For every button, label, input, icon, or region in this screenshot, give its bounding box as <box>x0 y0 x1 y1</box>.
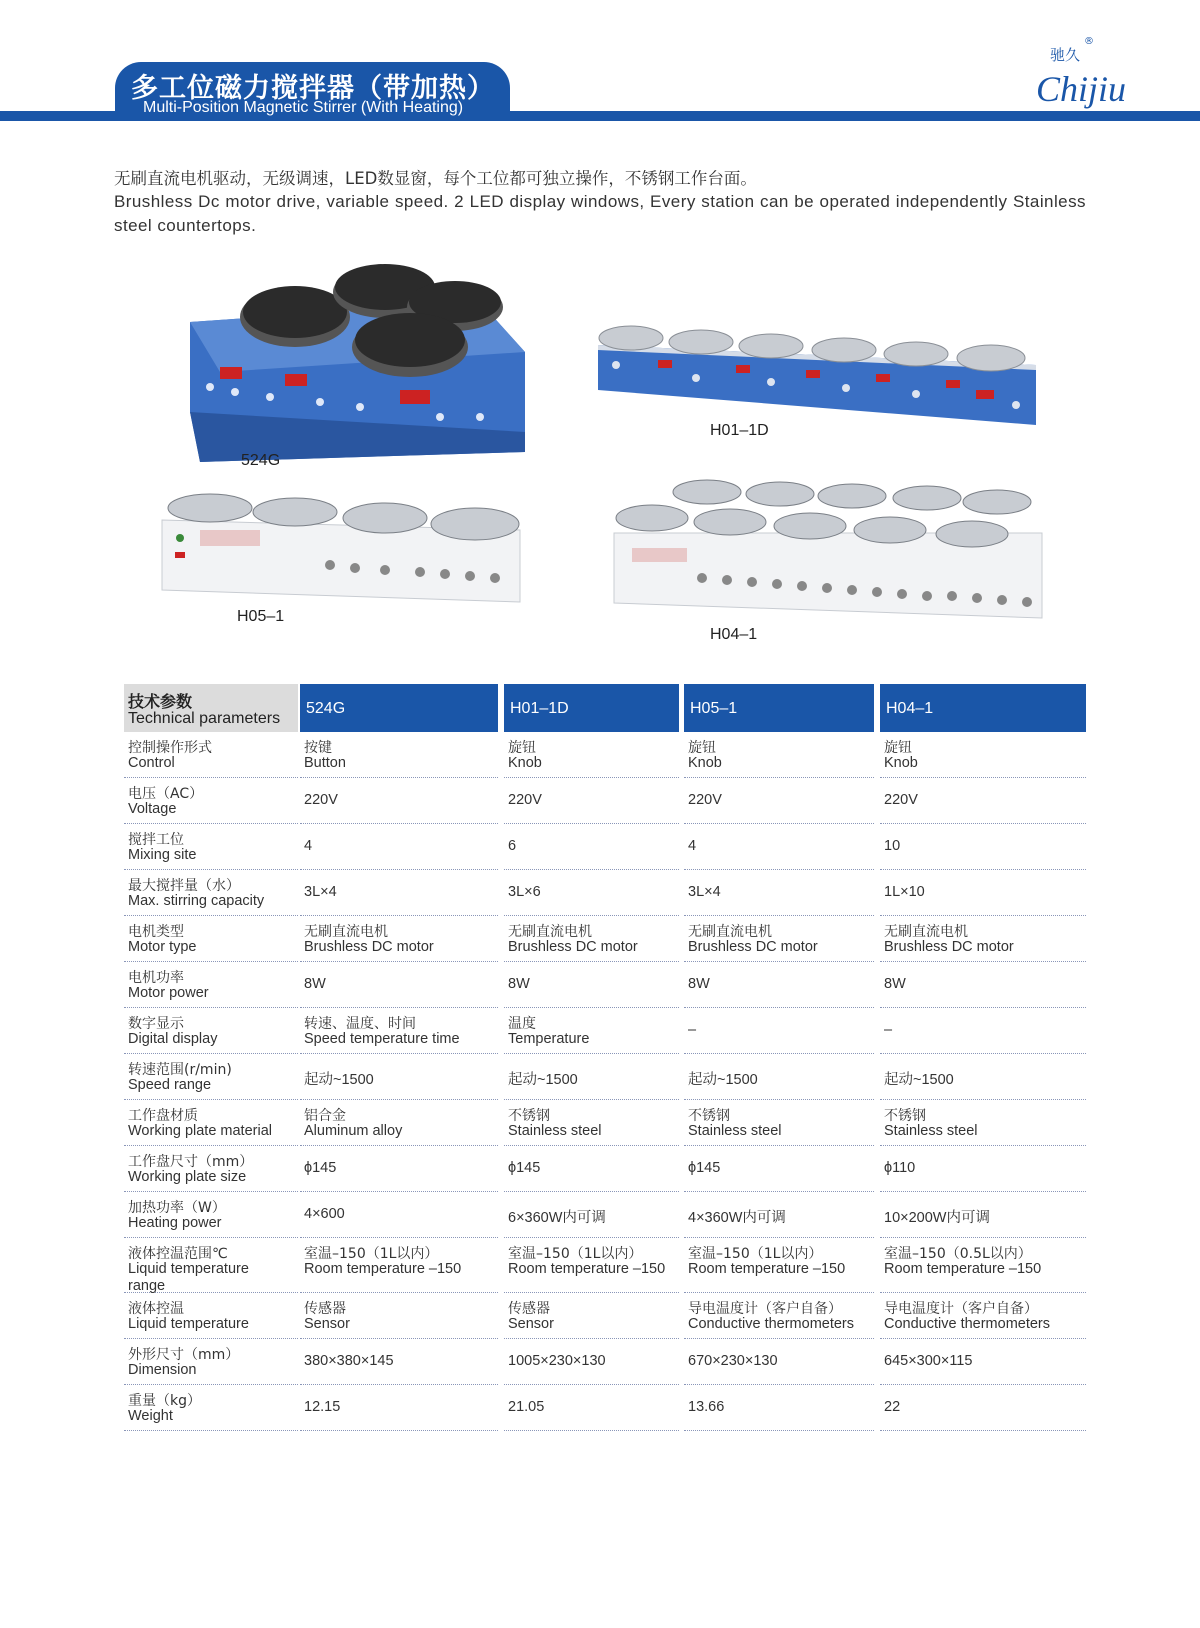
value-cell <box>684 1146 874 1192</box>
value-cell <box>880 1339 1086 1385</box>
param-label-en: Working plate material <box>128 1123 272 1139</box>
intro <box>114 168 1086 238</box>
param-cell <box>124 1192 298 1238</box>
product-label-h04-1: H04–1 <box>710 626 758 643</box>
value: 380×380×145 <box>304 1353 394 1369</box>
value-cn: 按键 <box>304 740 332 756</box>
value-cn: 导电温度计（客户自备） <box>688 1301 842 1317</box>
value: 8W <box>688 976 710 992</box>
param-label-en: Speed range <box>128 1077 212 1093</box>
param-cell <box>124 824 298 870</box>
value: 220V <box>508 792 542 808</box>
value: 起动~1500 <box>884 1072 954 1088</box>
value-cell <box>504 778 679 824</box>
value: 220V <box>688 792 722 808</box>
value-cell <box>880 962 1086 1008</box>
value-cell <box>504 824 679 870</box>
value-cell <box>684 732 874 778</box>
product-524g <box>180 262 530 477</box>
value-en: Conductive thermometers <box>688 1316 855 1332</box>
param-label-en: Motor power <box>128 985 209 1001</box>
value-cell <box>684 1100 874 1146</box>
value-cn: 室温–150（0.5L以内） <box>884 1246 1032 1262</box>
table-row <box>124 962 1086 1008</box>
value-cell <box>880 916 1086 962</box>
param-label-cn: 搅拌工位 <box>128 832 184 848</box>
value-cell <box>684 1385 874 1431</box>
value-cn: 铝合金 <box>304 1108 346 1124</box>
table-header <box>124 684 1086 732</box>
table-row <box>124 916 1086 962</box>
param-label-en: Working plate size <box>128 1169 247 1185</box>
table-row <box>124 778 1086 824</box>
param-label-cn: 液体控温 <box>128 1301 184 1317</box>
param-label-en-cont: range <box>128 1278 166 1294</box>
product-h04-1 <box>612 478 1052 648</box>
param-label-en: Max. stirring capacity <box>128 893 265 909</box>
value-cell <box>300 1293 498 1339</box>
value-cell <box>880 1192 1086 1238</box>
value-en: Temperature <box>508 1031 590 1047</box>
param-label-en: Heating power <box>128 1215 222 1231</box>
product-image-h01-1d <box>596 310 1046 435</box>
value: 13.66 <box>688 1399 725 1415</box>
value-cell <box>504 1054 679 1100</box>
value-cn: 无刷直流电机 <box>688 924 772 940</box>
param-label-cn: 液体控温范围℃ <box>128 1246 228 1262</box>
table-row <box>124 1385 1086 1431</box>
table-body <box>124 732 1086 1431</box>
value: 10×200W内可调 <box>884 1210 990 1226</box>
param-label-cn: 控制操作形式 <box>128 740 212 756</box>
product-image-524g <box>180 262 530 477</box>
header-parameters <box>124 684 298 732</box>
value-cell <box>300 1054 498 1100</box>
param-cell <box>124 778 298 824</box>
value-cell <box>300 1008 498 1054</box>
value: 4 <box>688 838 697 854</box>
value-cn: 无刷直流电机 <box>508 924 592 940</box>
value-en: Room temperature –150 <box>688 1261 846 1277</box>
param-label-cn: 电压（AC） <box>128 786 204 802</box>
param-label-cn: 加热功率（W） <box>128 1200 226 1216</box>
value-en: Stainless steel <box>884 1123 978 1139</box>
table-row <box>124 732 1086 778</box>
value: 1005×230×130 <box>508 1353 606 1369</box>
value-cell <box>684 962 874 1008</box>
value: – <box>884 1022 893 1038</box>
product-h05-1 <box>160 490 530 630</box>
value: 3L×6 <box>508 884 541 900</box>
value: 1L×10 <box>884 884 925 900</box>
value-cn: 不锈钢 <box>884 1108 926 1124</box>
value-en: Brushless DC motor <box>884 939 1014 955</box>
value-en: Room temperature –150 <box>884 1261 1042 1277</box>
value-cell <box>684 1054 874 1100</box>
param-label-cn: 电机类型 <box>128 924 184 940</box>
value-cell <box>504 870 679 916</box>
value-cell <box>880 1146 1086 1192</box>
value-cell <box>504 1293 679 1339</box>
value-cell <box>504 1008 679 1054</box>
table-row <box>124 870 1086 916</box>
param-label-en: Dimension <box>128 1362 197 1378</box>
value: 4×600 <box>304 1206 345 1222</box>
value-cell <box>504 916 679 962</box>
param-label-cn: 电机功率 <box>128 970 184 986</box>
value: ϕ145 <box>688 1160 721 1176</box>
logo-text: Chijiu <box>1036 69 1127 109</box>
registered-mark: ® <box>1084 36 1094 47</box>
value-cell <box>684 778 874 824</box>
value: 6×360W内可调 <box>508 1210 606 1226</box>
header-model-h04-1: H04–1 <box>880 684 1086 732</box>
param-label-cn: 数字显示 <box>128 1016 184 1032</box>
value-cell <box>300 1100 498 1146</box>
value: 起动~1500 <box>508 1072 578 1088</box>
value-cn: 室温–150（1L以内） <box>304 1246 439 1262</box>
brand-logo <box>1022 32 1127 110</box>
value-cell <box>880 1293 1086 1339</box>
value: 8W <box>508 976 530 992</box>
value-cell <box>300 1339 498 1385</box>
value-en: Speed temperature time <box>304 1031 460 1047</box>
value: 22 <box>884 1399 901 1415</box>
header-model-524g: 524G <box>300 684 498 732</box>
title-tab <box>115 62 510 120</box>
value-en: Room temperature –150 <box>304 1261 462 1277</box>
value-cn: 导电温度计（客户自备） <box>884 1301 1038 1317</box>
value-cell <box>504 1385 679 1431</box>
value-cn: 不锈钢 <box>508 1108 550 1124</box>
param-cell <box>124 732 298 778</box>
value-cell <box>684 1238 874 1293</box>
header-parameters-en: Technical parameters <box>128 710 281 727</box>
value: 645×300×115 <box>884 1353 973 1369</box>
param-label-en: Digital display <box>128 1031 218 1047</box>
value-cell <box>880 870 1086 916</box>
param-label-en: Liquid temperature <box>128 1261 249 1277</box>
product-image-h05-1 <box>160 490 530 610</box>
table-row <box>124 824 1086 870</box>
param-cell <box>124 1293 298 1339</box>
value: ϕ110 <box>884 1160 916 1176</box>
value-cell <box>300 778 498 824</box>
param-label-cn: 重量（kg） <box>128 1393 201 1409</box>
product-label-h01-1d: H01–1D <box>710 422 769 439</box>
value: 8W <box>884 976 906 992</box>
value-cell <box>684 1192 874 1238</box>
value-cn: 温度 <box>508 1016 536 1032</box>
value: 8W <box>304 976 326 992</box>
param-label-cn: 最大搅拌量（水） <box>128 878 240 894</box>
value: 10 <box>884 838 901 854</box>
param-label-en: Motor type <box>128 939 197 955</box>
param-label-en: Mixing site <box>128 847 197 863</box>
value-cell <box>504 1238 679 1293</box>
param-cell <box>124 1008 298 1054</box>
param-label-cn: 工作盘材质 <box>128 1108 198 1124</box>
value-en: Room temperature –150 <box>508 1261 666 1277</box>
header-parameters-cn: 技术参数 <box>128 692 193 711</box>
value-cn: 无刷直流电机 <box>884 924 968 940</box>
value-cell <box>880 1008 1086 1054</box>
value-en: Stainless steel <box>688 1123 782 1139</box>
value-cell <box>300 1385 498 1431</box>
value-cn: 传感器 <box>508 1301 550 1317</box>
value-cell <box>300 870 498 916</box>
value-cell <box>684 916 874 962</box>
value: 起动~1500 <box>688 1072 758 1088</box>
value-cell <box>504 1146 679 1192</box>
value-en: Button <box>304 755 346 771</box>
product-image-h04-1 <box>612 478 1052 628</box>
param-label-en: Control <box>128 755 175 771</box>
value-cell <box>684 1293 874 1339</box>
value-en: Sensor <box>508 1316 554 1332</box>
value: 起动~1500 <box>304 1072 374 1088</box>
logo-chinese: 驰久 <box>1050 46 1081 64</box>
header-model-h05-1: H05–1 <box>684 684 874 732</box>
value-cn: 旋钮 <box>884 740 912 756</box>
value: – <box>688 1022 697 1038</box>
table-row <box>124 1008 1086 1054</box>
product-h01-1d <box>596 310 1046 445</box>
value-cell <box>684 870 874 916</box>
value-cn: 室温–150（1L以内） <box>688 1246 823 1262</box>
value-cn: 不锈钢 <box>688 1108 730 1124</box>
value-en: Brushless DC motor <box>508 939 638 955</box>
value-cn: 室温–150（1L以内） <box>508 1246 643 1262</box>
spec-table <box>124 684 1086 1431</box>
value-cell <box>880 824 1086 870</box>
value: 6 <box>508 838 517 854</box>
table-row <box>124 1054 1086 1100</box>
param-label-en: Voltage <box>128 801 177 817</box>
value-en: Sensor <box>304 1316 350 1332</box>
param-label-en: Liquid temperature <box>128 1316 249 1332</box>
param-cell <box>124 1054 298 1100</box>
value-cell <box>300 1192 498 1238</box>
product-label-h05-1: H05–1 <box>237 608 285 625</box>
product-label-524g: 524G <box>241 452 281 469</box>
value-cn: 旋钮 <box>508 740 536 756</box>
param-label-cn: 工作盘尺寸（mm） <box>128 1154 254 1170</box>
page-subtitle: Multi-Position Magnetic Stirrer (With Heating) <box>143 99 464 116</box>
value-cn: 旋钮 <box>688 740 716 756</box>
value-cell <box>880 732 1086 778</box>
param-cell <box>124 1100 298 1146</box>
value-cell <box>880 1385 1086 1431</box>
param-cell <box>124 870 298 916</box>
value: 12.15 <box>304 1399 341 1415</box>
value: 670×230×130 <box>688 1353 778 1369</box>
value-cell <box>880 778 1086 824</box>
value-cell <box>684 1008 874 1054</box>
value-cell <box>504 732 679 778</box>
table-row <box>124 1192 1086 1238</box>
param-cell <box>124 1339 298 1385</box>
header-model-h01-1d: H01–1D <box>504 684 679 732</box>
value: 3L×4 <box>688 884 721 900</box>
value: 3L×4 <box>304 884 337 900</box>
page-title: 多工位磁力搅拌器（带加热） <box>131 73 495 104</box>
value-cell <box>684 1339 874 1385</box>
value-cell <box>880 1100 1086 1146</box>
value-en: Brushless DC motor <box>304 939 434 955</box>
value-cell <box>504 1339 679 1385</box>
table-row <box>124 1238 1086 1293</box>
param-cell <box>124 1238 298 1293</box>
table-row <box>124 1293 1086 1339</box>
value: 21.05 <box>508 1399 545 1415</box>
value-cell <box>504 962 679 1008</box>
value-cn: 传感器 <box>304 1301 346 1317</box>
param-cell <box>124 1146 298 1192</box>
value-cell <box>300 824 498 870</box>
value-cell <box>300 916 498 962</box>
param-cell <box>124 916 298 962</box>
param-label-cn: 转速范围(r/min) <box>128 1062 232 1078</box>
value-en: Brushless DC motor <box>688 939 818 955</box>
value: ϕ145 <box>508 1160 541 1176</box>
value-cell <box>300 962 498 1008</box>
intro-english: Brushless Dc motor drive, variable speed. 2 LED display windows, Every station can be operated independently Stainless steel countertops. <box>114 192 1086 235</box>
value-cell <box>684 824 874 870</box>
value-cn: 转速、温度、时间 <box>304 1016 416 1032</box>
value-cell <box>880 1054 1086 1100</box>
value: 4×360W内可调 <box>688 1210 786 1226</box>
table-row <box>124 1339 1086 1385</box>
value-cn: 无刷直流电机 <box>304 924 388 940</box>
intro-chinese: 无刷直流电机驱动，无级调速，LED数显窗，每个工位都可独立操作，不锈钢工作台面。 <box>114 169 757 188</box>
value-cell <box>300 732 498 778</box>
value-cell <box>504 1192 679 1238</box>
value-cell <box>300 1238 498 1293</box>
param-cell <box>124 962 298 1008</box>
value-cell <box>504 1100 679 1146</box>
value-en: Knob <box>884 755 918 771</box>
value: 4 <box>304 838 313 854</box>
table-row <box>124 1100 1086 1146</box>
value-en: Knob <box>688 755 722 771</box>
value-cell <box>300 1146 498 1192</box>
value-en: Stainless steel <box>508 1123 602 1139</box>
value: 220V <box>884 792 918 808</box>
table-row <box>124 1146 1086 1192</box>
value: 220V <box>304 792 338 808</box>
value-en: Aluminum alloy <box>304 1123 403 1139</box>
param-label-en: Weight <box>128 1408 173 1424</box>
value-en: Conductive thermometers <box>884 1316 1051 1332</box>
param-cell <box>124 1385 298 1431</box>
value-en: Knob <box>508 755 542 771</box>
value-cell <box>880 1238 1086 1293</box>
value: ϕ145 <box>304 1160 337 1176</box>
param-label-cn: 外形尺寸（mm） <box>128 1347 240 1363</box>
